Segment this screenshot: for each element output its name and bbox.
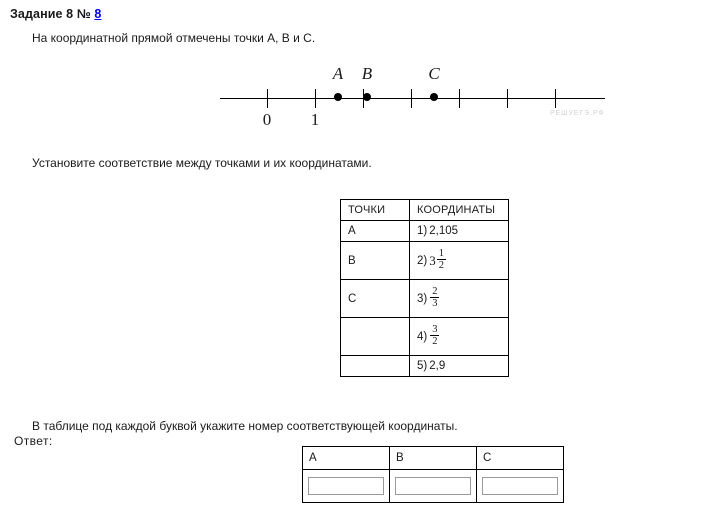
number-line-figure — [200, 58, 620, 138]
table-header-row — [341, 200, 509, 221]
option-prefix: 1) — [417, 225, 428, 237]
option-prefix: 4) — [417, 330, 428, 343]
fraction — [430, 286, 439, 310]
option-value: 2,9 — [429, 360, 446, 372]
point-cell-a: A — [341, 221, 410, 242]
answer-cell-b — [390, 470, 477, 503]
answer-header-row — [303, 447, 564, 470]
axis-tick — [459, 89, 460, 108]
point-cell-b: B — [341, 242, 410, 280]
point-cell-empty-1 — [341, 318, 410, 356]
point-cell-empty-2 — [341, 356, 410, 377]
table-row — [341, 242, 509, 280]
table-row — [341, 280, 509, 318]
point-marker-a — [334, 93, 342, 101]
table-row — [341, 318, 509, 356]
axis-tick — [507, 89, 508, 108]
header-points: ТОЧКИ — [341, 200, 410, 221]
fraction-denominator: 2 — [438, 260, 444, 271]
option-cell-1 — [410, 221, 509, 242]
task-title-prefix: Задание 8 № — [10, 7, 95, 21]
answer-input-c[interactable] — [482, 477, 558, 495]
fraction-numerator: 1 — [438, 247, 444, 259]
fraction-denominator: 3 — [432, 298, 438, 309]
table-row — [341, 221, 509, 242]
fraction-denominator: 2 — [432, 336, 438, 347]
axis-tick — [267, 89, 268, 108]
answer-cell-c — [477, 470, 564, 503]
mixed-whole-part: 3 — [429, 252, 436, 268]
point-cell-c: C — [341, 280, 410, 318]
answer-input-b[interactable] — [395, 477, 471, 495]
fill-instruction-text: В таблице под каждой буквой укажите номер соответствующей координаты. — [32, 419, 458, 433]
answer-input-row — [303, 470, 564, 503]
number-line-axis — [220, 98, 605, 99]
option-prefix: 2) — [417, 254, 428, 267]
option-cell-2 — [410, 242, 509, 280]
header-coords: КООРДИНАТЫ — [410, 200, 509, 221]
answer-header-a: A — [303, 447, 390, 470]
answer-header-c: C — [477, 447, 564, 470]
option-cell-5 — [410, 356, 509, 377]
task-number-link[interactable]: 8 — [94, 7, 102, 21]
intro-text: На координатной прямой отмечены точки A, B и C. — [32, 31, 316, 45]
fraction-numerator: 3 — [432, 323, 438, 335]
option-cell-3 — [410, 280, 509, 318]
watermark: РЕШУЕГЭ.РФ — [550, 110, 605, 117]
answer-header-b: B — [390, 447, 477, 470]
option-value: 2,105 — [429, 225, 459, 237]
point-label-b: B — [361, 64, 373, 83]
table-row — [341, 356, 509, 377]
option-prefix: 5) — [417, 360, 428, 372]
point-label-a: A — [332, 64, 344, 83]
fraction — [437, 248, 446, 272]
answer-cell-a — [303, 470, 390, 503]
answer-table — [302, 446, 564, 503]
answer-input-a[interactable] — [308, 477, 384, 495]
point-marker-c — [430, 93, 438, 101]
point-label-c: C — [428, 64, 440, 83]
fraction-numerator: 2 — [432, 285, 438, 297]
answer-label: Ответ: — [14, 434, 53, 448]
point-marker-b — [363, 93, 371, 101]
axis-tick — [555, 89, 556, 108]
option-cell-4 — [410, 318, 509, 356]
axis-tick — [411, 89, 412, 108]
fraction — [430, 324, 439, 348]
option-prefix: 3) — [417, 292, 428, 305]
axis-tick-label-one: 1 — [310, 110, 320, 129]
axis-tick-label-zero: 0 — [262, 110, 272, 129]
match-instruction-text: Установите соответствие между точками и их координатами. — [32, 156, 372, 170]
axis-tick — [315, 89, 316, 108]
page-title — [10, 7, 101, 21]
matching-table — [340, 199, 509, 377]
